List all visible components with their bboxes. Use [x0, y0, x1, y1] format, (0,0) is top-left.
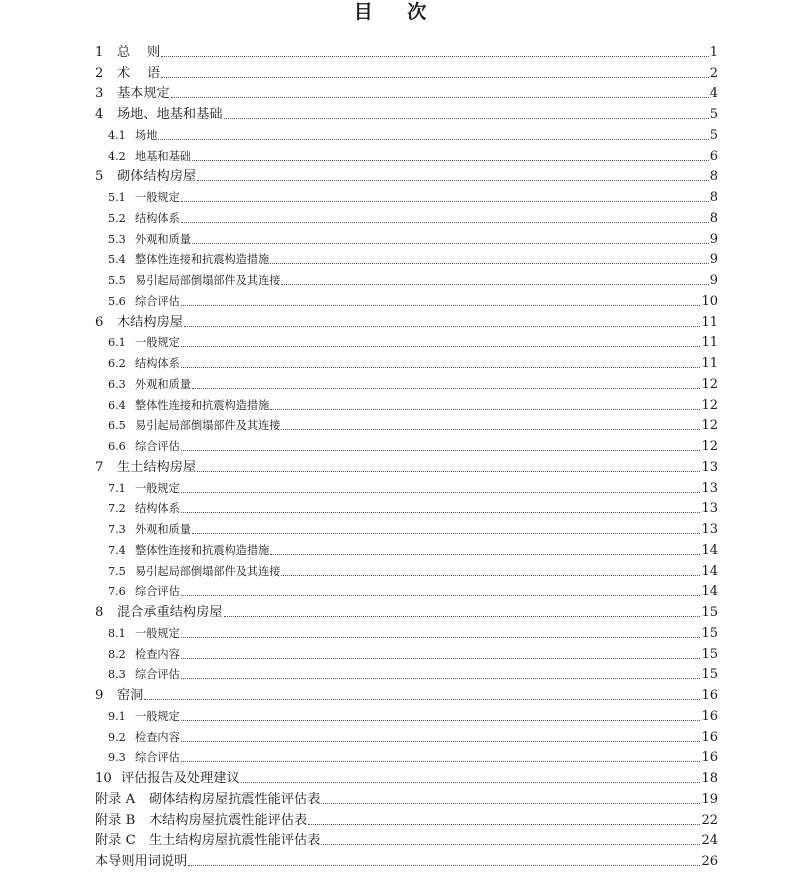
toc-subentry [95, 623, 718, 644]
toc-entry-number: 6.2 [108, 357, 126, 370]
toc-entry-title: 术 语 [117, 65, 161, 81]
toc-entry-number: 5.5 [108, 274, 126, 287]
toc-entry-title: 木结构房屋 [117, 314, 183, 330]
toc-entry-title: 生土结构房屋 [117, 459, 197, 475]
toc-entry-number: 7.1 [108, 481, 126, 495]
toc-entry-number: 5.3 [108, 232, 126, 246]
table-of-contents [95, 42, 718, 872]
dot-leader [281, 284, 708, 285]
toc-page-number: 16 [701, 750, 718, 766]
toc-entry-number: 3 [95, 86, 104, 102]
toc-page-number: 9 [709, 273, 718, 288]
dot-leader [161, 56, 709, 57]
toc-page-number: 16 [701, 688, 718, 703]
toc-page-number: 14 [701, 584, 718, 600]
toc-page-number: 8 [709, 169, 718, 185]
toc-entry-number: 6.3 [108, 377, 126, 391]
dot-leader [197, 180, 709, 181]
toc-subentry [95, 146, 718, 167]
dot-leader [192, 160, 709, 161]
toc-page-number: 22 [701, 812, 718, 828]
dot-leader [270, 263, 708, 264]
toc-subentry [95, 665, 718, 686]
toc-entry-number: 8.2 [108, 647, 126, 661]
toc-subentry [95, 229, 718, 250]
toc-page-number: 13 [701, 522, 718, 537]
dot-leader [188, 865, 700, 866]
toc-entry-title: 整体性连接和抗震构造措施 [135, 398, 270, 412]
toc-entry-number: 9.1 [108, 709, 126, 723]
toc-entry-title: 混合承重结构房屋 [117, 605, 223, 620]
toc-page-number: 16 [701, 708, 718, 724]
toc-entry-title: 外观和质量 [135, 377, 191, 391]
dot-leader [158, 139, 708, 140]
toc-entry-title: 整体性连接和抗震构造措施 [135, 543, 270, 557]
toc-page-number: 11 [701, 335, 718, 351]
toc-subentry [95, 374, 718, 395]
toc-page-number: 8 [709, 210, 718, 226]
toc-entry [95, 457, 718, 478]
toc-page-number: 12 [701, 376, 718, 392]
toc-page-number: 12 [701, 397, 718, 413]
toc-entry [95, 84, 718, 105]
toc-subentry [95, 644, 718, 665]
toc-page-number: 15 [701, 646, 718, 662]
toc-entry-title: 场地、地基和基础 [117, 107, 223, 122]
dot-leader [224, 616, 701, 617]
toc-page-number: 26 [701, 854, 718, 869]
toc-entry-title: 易引起局部倒塌部件及其连接 [135, 274, 281, 287]
dot-leader [192, 243, 709, 244]
toc-page-number: 24 [701, 833, 718, 849]
dot-leader [181, 761, 701, 762]
toc-subentry [95, 250, 718, 271]
toc-subentry [95, 270, 718, 291]
toc-entry-title: 检查内容 [135, 730, 180, 744]
toc-subentry [95, 582, 718, 603]
dot-leader [241, 782, 701, 783]
dot-leader [270, 409, 700, 410]
toc-entry-number: 4.1 [108, 128, 126, 142]
toc-page-number: 15 [701, 667, 718, 683]
toc-entry-number: 附录 A [95, 791, 136, 807]
toc-entry-title: 总 则 [117, 44, 161, 60]
toc-subentry [95, 291, 718, 312]
toc-entry-number: 5.4 [108, 253, 126, 267]
toc-entry-number: 10 [95, 771, 112, 786]
toc-entry [95, 789, 718, 810]
toc-entry-title: 易引起局部倒塌部件及其连接 [135, 564, 281, 578]
toc-entry-number: 4.2 [108, 149, 126, 163]
toc-page-number: 15 [701, 625, 718, 641]
toc-entry-number: 6.4 [108, 398, 126, 412]
dot-leader [224, 118, 709, 119]
toc-entry-title: 砌体结构房屋抗震性能评估表 [149, 791, 321, 807]
toc-entry-number: 7.5 [108, 564, 126, 578]
toc-entry [95, 768, 718, 789]
toc-entry-title: 一般规定 [135, 336, 180, 350]
toc-entry-title: 综合评估 [135, 668, 180, 682]
toc-entry-title: 综合评估 [135, 294, 180, 308]
toc-subentry [95, 436, 718, 457]
toc-page-number: 13 [701, 459, 718, 475]
toc-page-number: 4 [709, 86, 718, 102]
dot-leader [270, 554, 700, 555]
toc-entry [95, 831, 718, 852]
toc-entry-title: 整体性连接和抗震构造措施 [135, 253, 270, 267]
toc-entry-title: 综合评估 [135, 440, 180, 453]
toc-entry-number: 8.1 [108, 626, 126, 640]
toc-entry-number: 9 [95, 688, 104, 703]
toc-subentry [95, 416, 718, 437]
toc-entry-number: 6.5 [108, 419, 126, 433]
dot-leader [161, 77, 709, 78]
toc-entry [95, 104, 718, 125]
toc-entry-number: 7.3 [108, 523, 126, 536]
dot-leader [308, 824, 700, 825]
dot-leader [181, 741, 701, 742]
toc-entry-number: 7.4 [108, 543, 126, 557]
toc-subentry [95, 706, 718, 727]
toc-subentry [95, 125, 718, 146]
dot-leader [181, 492, 701, 493]
dot-leader [181, 637, 701, 638]
toc-entry-number: 7 [95, 459, 104, 475]
toc-page-number: 14 [701, 563, 718, 579]
toc-entry-title: 结构体系 [135, 211, 180, 225]
toc-entry-title: 一般规定 [135, 191, 180, 204]
toc-subentry [95, 561, 718, 582]
toc-entry-number: 1 [95, 44, 104, 60]
toc-entry [95, 312, 718, 333]
toc-entry-title: 本导则用词说明 [95, 854, 188, 869]
toc-page-number: 10 [701, 293, 718, 309]
toc-subentry [95, 478, 718, 499]
toc-page-number: 6 [709, 148, 718, 164]
toc-entry-title: 一般规定 [135, 626, 180, 640]
toc-subentry [95, 519, 718, 540]
dot-leader [181, 678, 701, 679]
toc-entry-number: 7.6 [108, 585, 126, 599]
dot-leader [181, 512, 701, 513]
toc-entry-number: 4 [95, 107, 104, 122]
dot-leader [181, 201, 709, 202]
toc-entry-number: 6 [95, 314, 104, 330]
dot-leader [171, 97, 709, 98]
toc-page-number: 12 [701, 439, 718, 454]
toc-page-number: 9 [709, 231, 718, 247]
dot-leader [181, 346, 701, 347]
dot-leader [321, 803, 700, 804]
toc-entry [95, 63, 718, 84]
toc-entry-number: 8.3 [108, 668, 126, 682]
toc-entry-title: 综合评估 [135, 585, 180, 599]
toc-entry-number: 5.6 [108, 294, 126, 308]
toc-entry-number: 5 [95, 169, 104, 185]
dot-leader [181, 450, 701, 451]
toc-entry [95, 810, 718, 831]
dot-leader [192, 533, 701, 534]
dot-leader [281, 429, 700, 430]
dot-leader [181, 305, 701, 306]
toc-entry-title: 检查内容 [135, 647, 180, 661]
dot-leader [281, 575, 700, 576]
toc-page-number: 1 [709, 44, 718, 60]
toc-entry-title: 结构体系 [135, 502, 180, 516]
toc-entry-title: 综合评估 [135, 751, 180, 765]
toc-page-number: 11 [701, 314, 718, 330]
toc-entry-number: 附录 C [95, 833, 136, 849]
toc-subentry [95, 540, 718, 561]
toc-entry-number: 8 [95, 605, 104, 620]
dot-leader [181, 595, 701, 596]
toc-entry-title: 地基和基础 [135, 149, 191, 163]
toc-subentry [95, 187, 718, 208]
toc-subentry [95, 499, 718, 520]
dot-leader [321, 844, 700, 845]
toc-entry-title: 砌体结构房屋 [117, 169, 197, 185]
toc-entry [95, 602, 718, 623]
toc-entry-title: 一般规定 [135, 481, 180, 495]
toc-page-number: 15 [701, 605, 718, 620]
toc-entry-number: 9.3 [108, 751, 126, 765]
toc-entry [95, 851, 718, 872]
toc-entry-number: 附录 B [95, 812, 136, 828]
toc-subentry [95, 395, 718, 416]
toc-page-number: 2 [709, 65, 718, 81]
toc-entry-title: 结构体系 [135, 357, 180, 370]
toc-entry-title: 生土结构房屋抗震性能评估表 [149, 833, 321, 849]
toc-entry-number: 6.6 [108, 440, 126, 453]
toc-page-number: 16 [701, 729, 718, 745]
toc-entry-title: 外观和质量 [135, 232, 191, 246]
toc-entry-number: 6.1 [108, 336, 126, 350]
dot-leader [181, 658, 701, 659]
toc-entry [95, 685, 718, 706]
toc-page-number: 12 [701, 418, 718, 434]
toc-entry [95, 167, 718, 188]
dot-leader [184, 326, 701, 327]
toc-entry-title: 窑洞 [117, 688, 144, 703]
page-title: 目 次 [353, 1, 441, 23]
toc-page-number: 5 [709, 127, 718, 143]
dot-leader [181, 367, 701, 368]
toc-page-number: 8 [709, 190, 718, 205]
toc-subentry [95, 333, 718, 354]
toc-entry-title: 基本规定 [117, 86, 170, 102]
toc-entry-title: 木结构房屋抗震性能评估表 [149, 812, 308, 828]
toc-entry-number: 7.2 [108, 502, 126, 516]
toc-entry-number: 2 [95, 65, 104, 81]
toc-entry-title: 场地 [135, 128, 158, 142]
dot-leader [181, 720, 701, 721]
toc-entry-title: 外观和质量 [135, 523, 191, 536]
toc-page-number: 18 [701, 771, 718, 786]
toc-entry-title: 一般规定 [135, 709, 180, 723]
toc-page-number: 13 [701, 501, 718, 517]
dot-leader [197, 471, 700, 472]
toc-entry-number: 5.1 [108, 191, 126, 204]
toc-subentry [95, 748, 718, 769]
toc-entry-number: 5.2 [108, 211, 126, 225]
toc-page-number: 5 [709, 107, 718, 122]
toc-page-number: 13 [701, 480, 718, 496]
toc-subentry [95, 208, 718, 229]
toc-entry-title: 评估报告及处理建议 [121, 771, 240, 786]
dot-leader [192, 388, 701, 389]
toc-subentry [95, 727, 718, 748]
toc-page-number: 9 [709, 252, 718, 268]
toc-subentry [95, 353, 718, 374]
toc-entry [95, 42, 718, 63]
toc-page-number: 14 [701, 542, 718, 558]
toc-entry-title: 易引起局部倒塌部件及其连接 [135, 419, 281, 433]
toc-page-number: 11 [701, 356, 718, 371]
dot-leader [181, 222, 709, 223]
toc-page-number: 19 [701, 791, 718, 807]
dot-leader [144, 699, 700, 700]
toc-entry-number: 9.2 [108, 730, 126, 744]
